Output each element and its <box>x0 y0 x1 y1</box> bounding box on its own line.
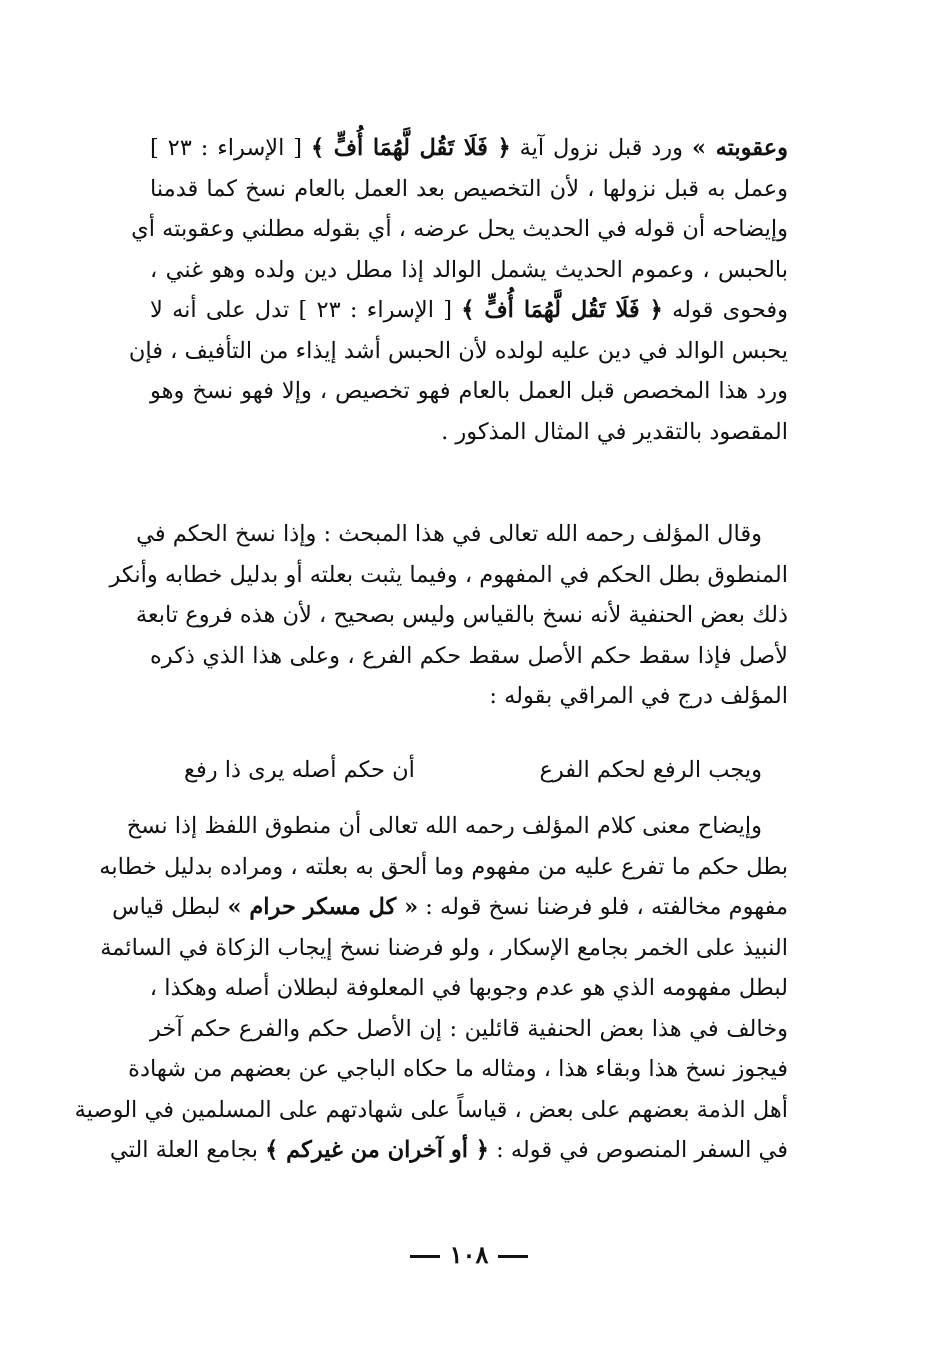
text-line: يحبس الوالد في دين عليه لولده لأن الحبس أشد إيذاء من التأفيف ، فإن <box>128 337 788 364</box>
dash-decoration <box>498 1255 528 1258</box>
text-line: المنطوق بطل الحكم في المفهوم ، وفيما يثبت بعلته أو بدليل خطابه وأنكر <box>109 561 788 588</box>
text-line <box>150 290 788 331</box>
paragraph-2 <box>109 514 788 717</box>
text-line: لبطل مفهومه الذي هو عدم وجوبها في المعلوفة لبطلان أصله وهكذا ، <box>149 975 788 1001</box>
quran-verse: ﴿ أو آخران من غيركم ﴾ <box>265 1137 489 1163</box>
text-line <box>150 128 788 169</box>
poetry-verse <box>150 750 788 791</box>
bold-term: وعقوبته » <box>691 135 788 161</box>
text-run: [ الإسراء : ٢٣ ] تدل على أنه لا <box>150 297 462 323</box>
text-line: وعمل به قبل نزولها ، لأن التخصيص بعد العمل بالعام نسخ كما قدمنا <box>150 175 788 202</box>
page-number: ١٠٨ <box>449 1240 489 1269</box>
text-line: المؤلف درج في المراقي بقوله : <box>489 683 788 709</box>
text-line: وإيضاح معنى كلام المؤلف رحمه الله تعالى أن منطوق اللفظ إذا نسخ <box>126 813 762 839</box>
text-line: وخالف في هذا بعض الحنفية قائلين : إن الأصل حكم والفرع حكم آخر <box>150 1015 788 1042</box>
dash-decoration <box>410 1255 440 1258</box>
text-run: بجامع العلة التي <box>109 1137 266 1163</box>
text-run: ورد قبل نزول آية <box>510 135 692 161</box>
text-line <box>109 1130 788 1171</box>
text-run: مفهوم مخالفته ، فلو فرضنا نسخ قوله : <box>418 894 788 920</box>
text-line <box>112 887 788 928</box>
text-line: بطل حكم ما تفرع عليه من مفهوم وما ألحق به بعلته ، ومراده بدليل خطابه <box>99 853 788 880</box>
quran-verse: ﴿ فَلَا تَقُل لَّهُمَا أُفٍّ ﴾ <box>310 135 511 161</box>
text-run: في السفر المنصوص في قوله : <box>488 1137 788 1163</box>
text-run: وفحوى قوله <box>662 297 788 323</box>
text-line: بالحبس ، وعموم الحديث يشمل الوالد إذا مطل دين ولده وهو غني ، <box>150 256 788 283</box>
second-hemistich: أن حكم أصله يرى ذا رفع <box>184 757 415 783</box>
text-line: ورد هذا المخصص قبل العمل بالعام فهو تخصيص ، وإلا فهو نسخ وهو <box>150 378 788 404</box>
text-line: وإيضاحه أن قوله في الحديث يحل عرضه ، أي بقوله مطلني وعقوبته أي <box>131 216 788 242</box>
text-line: أهل الذمة بعضهم على بعض ، قياساً على شهادتهم على المسلمين في الوصية <box>74 1096 788 1123</box>
text-line: ذلك بعض الحنفية لأنه نسخ بالقياس وليس بصحيح ، لأن هذه فروع تابعة <box>135 602 788 628</box>
page-number-footer <box>0 1240 938 1269</box>
paragraph-4 <box>74 806 788 1171</box>
paragraph-1 <box>128 128 788 452</box>
text-run: لبطل قياس <box>112 894 228 920</box>
text-line: المقصود بالتقدير في المثال المذكور . <box>441 418 788 445</box>
text-line: النبيذ على الخمر بجامع الإسكار ، ولو فرضنا نسخ إيجاب الزكاة في السائمة <box>100 934 788 961</box>
text-line: لأصل فإذا سقط حكم الأصل سقط حكم الفرع ، وعلى هذا الذي ذكره <box>150 642 788 669</box>
text-line: وقال المؤلف رحمه الله تعالى في هذا المبحث : وإذا نسخ الحكم في <box>136 521 762 547</box>
first-hemistich: ويجب الرفع لحكم الفرع <box>539 757 762 783</box>
quran-verse: ﴿ فَلَا تَقُل لَّهُمَا أُفٍّ ﴾ <box>461 297 663 323</box>
hadith-quote: « كل مسكر حرام » <box>227 894 419 920</box>
text-line: فيجوز نسخ هذا وبقاء هذا ، ومثاله ما حكاه الباجي عن بعضهم من شهادة <box>128 1056 788 1082</box>
verse-reference: [ الإسراء : ٢٣ ] <box>150 135 311 161</box>
